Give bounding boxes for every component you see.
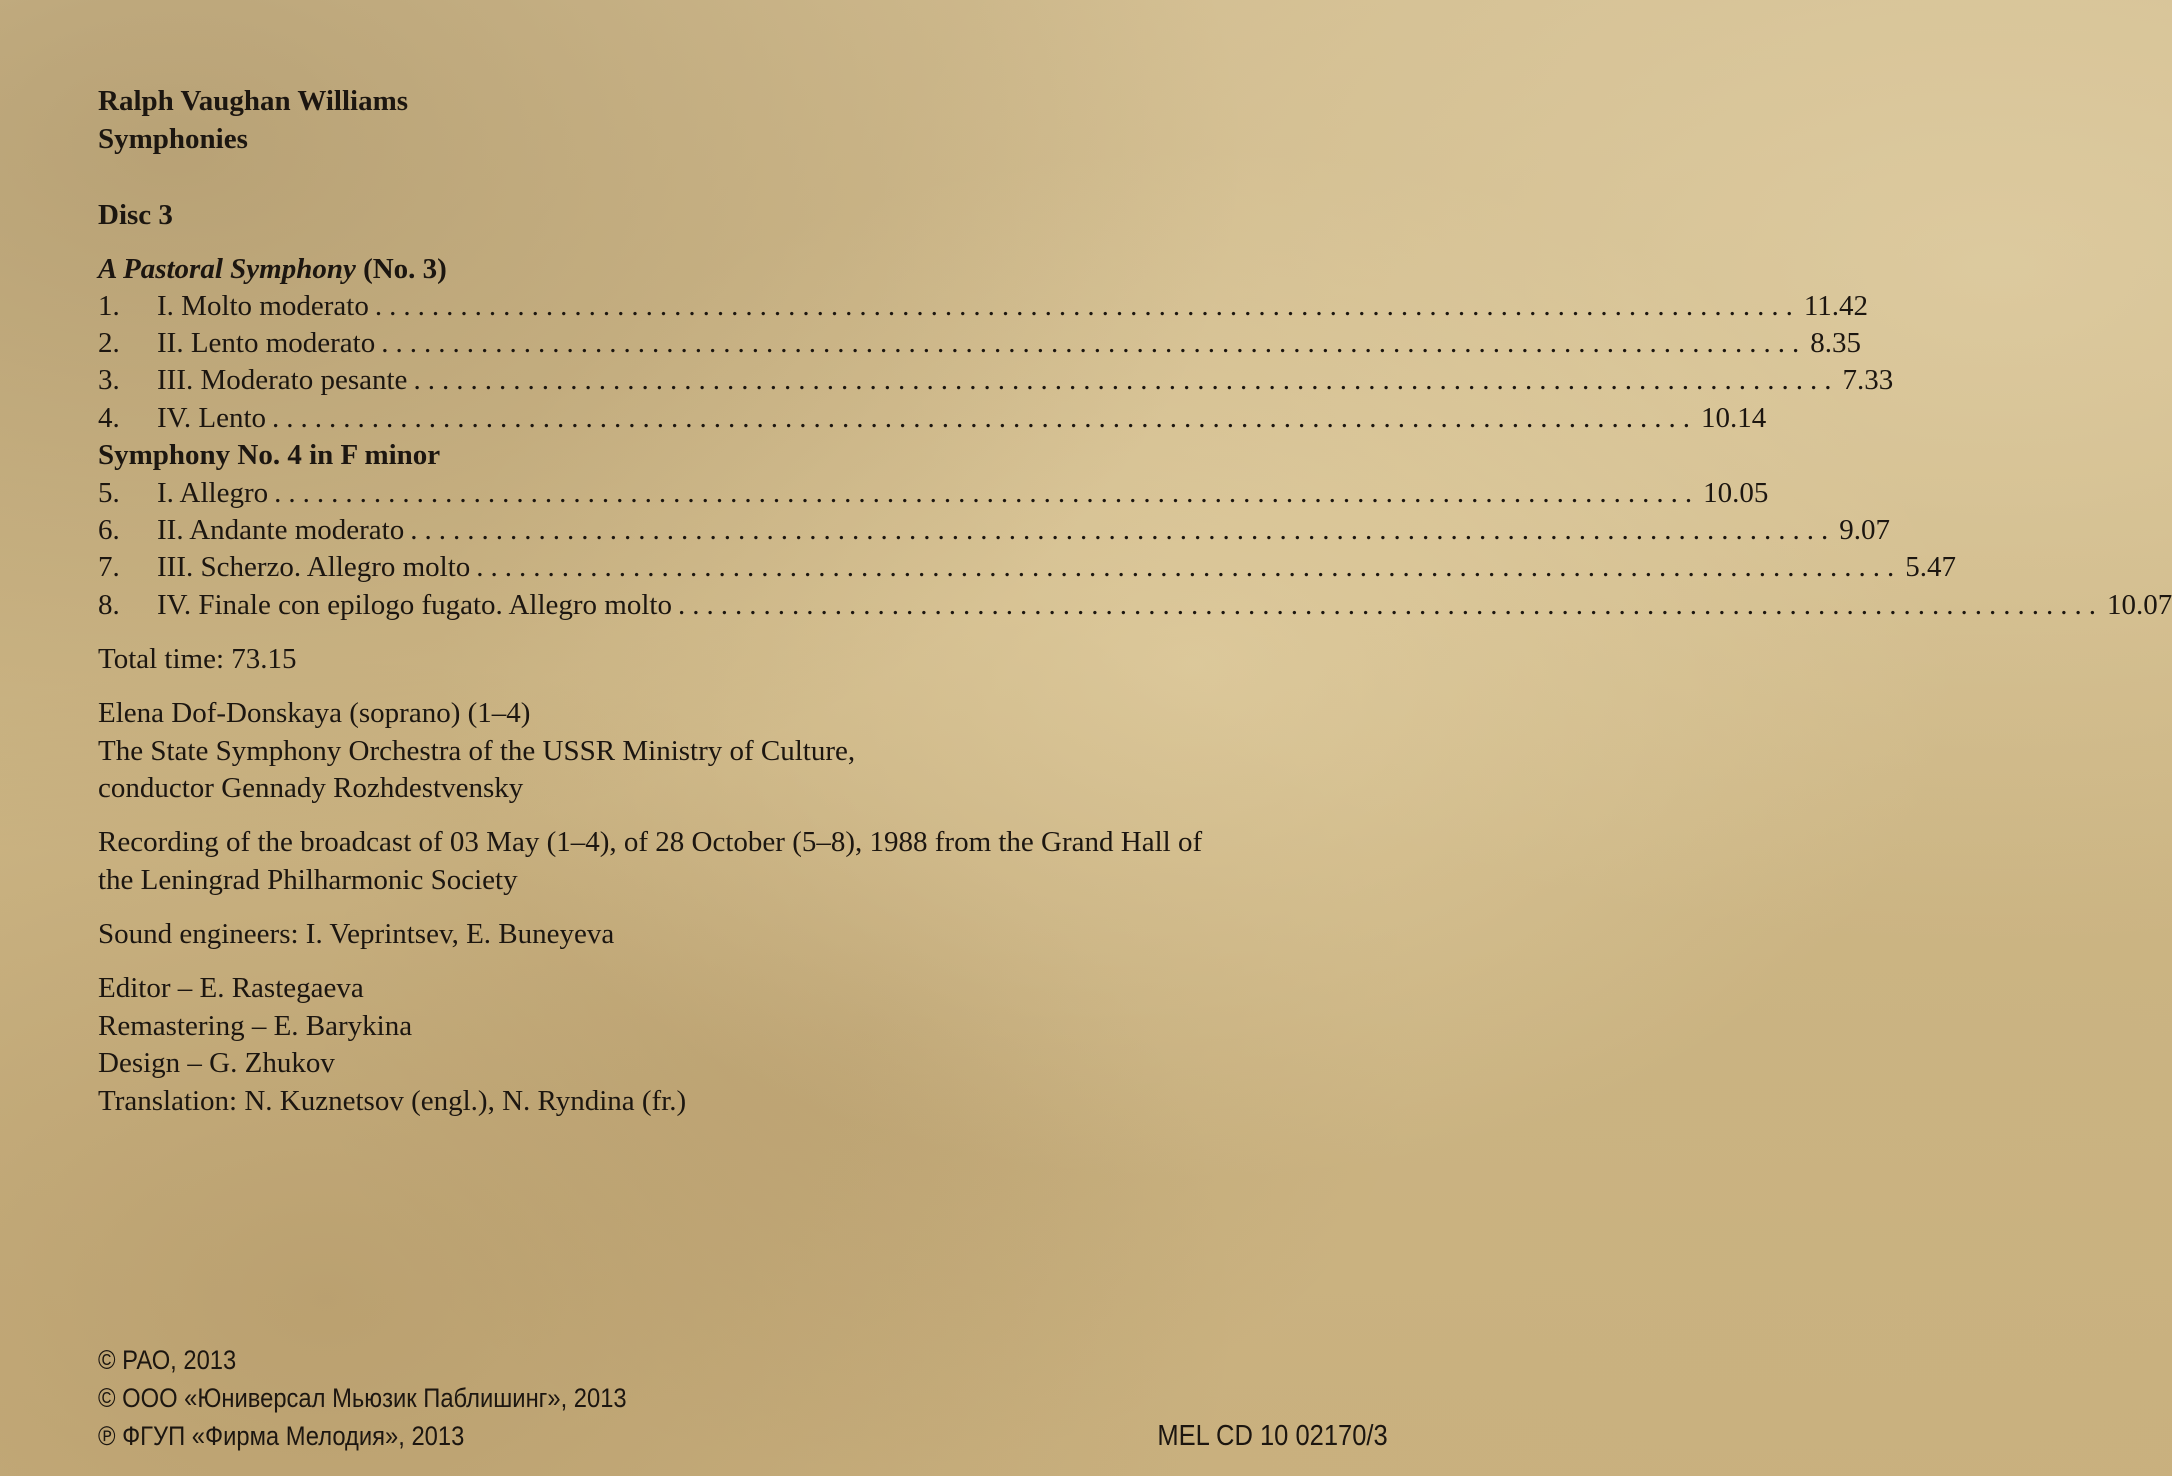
track-duration: 5.47 bbox=[1905, 551, 1957, 583]
track-row bbox=[98, 324, 1861, 362]
performer-orchestra: The State Symphony Orchestra of the USSR Ministry of Culture, bbox=[98, 735, 856, 767]
album-title: Symphonies bbox=[98, 123, 248, 155]
track-name: I. Molto moderato bbox=[157, 290, 369, 322]
dot-leader: .................................................................................................... bbox=[272, 402, 1698, 434]
track-duration: 9.07 bbox=[1839, 514, 1890, 546]
track-name: I. Allegro bbox=[157, 477, 269, 509]
work-title-italic: A Pastoral Symphony bbox=[98, 253, 356, 285]
track-row bbox=[98, 511, 1890, 549]
track-name: II. Andante moderato bbox=[157, 514, 405, 546]
performer-conductor: conductor Gennady Rozhdestvensky bbox=[98, 772, 524, 804]
track-number: 2. bbox=[98, 327, 120, 359]
track-row bbox=[98, 474, 1769, 512]
track-number: 8. bbox=[98, 589, 120, 621]
track-row bbox=[98, 548, 1957, 586]
track-duration: 10.07 bbox=[2106, 589, 2172, 621]
disc-label: Disc 3 bbox=[98, 199, 173, 231]
track-duration: 7.33 bbox=[1842, 364, 1894, 396]
track-duration: 8.35 bbox=[1810, 327, 1861, 359]
copyright-line: ℗ ФГУП «Фирма Мелодия», 2013 bbox=[98, 1421, 465, 1451]
performer-soloist: Elena Dof-Donskaya (soprano) (1–4) bbox=[98, 697, 531, 729]
recording-info-line: the Leningrad Philharmonic Society bbox=[98, 864, 518, 896]
track-duration: 11.42 bbox=[1803, 290, 1869, 322]
track-number: 7. bbox=[98, 551, 120, 583]
track-duration: 10.05 bbox=[1703, 477, 1769, 509]
dot-leader: .................................................................................................... bbox=[476, 551, 1902, 583]
credit-editor: Editor – E. Rastegaeva bbox=[98, 972, 364, 1004]
credit-remastering: Remastering – E. Barykina bbox=[98, 1010, 413, 1042]
copyright-line: © ООО «Юниверсал Мьюзик Паблишинг», 2013 bbox=[98, 1383, 627, 1413]
dot-leader: .................................................................................................... bbox=[410, 514, 1836, 546]
track-number: 6. bbox=[98, 514, 120, 546]
dot-leader: .................................................................................................... bbox=[381, 327, 1807, 359]
track-name: II. Lento moderato bbox=[157, 327, 376, 359]
sound-engineers: Sound engineers: I. Veprintsev, E. Buneyeva bbox=[98, 918, 615, 950]
composer-name: Ralph Vaughan Williams bbox=[98, 85, 409, 117]
credit-translation: Translation: N. Kuznetsov (engl.), N. Ryndina (fr.) bbox=[98, 1085, 687, 1117]
track-row bbox=[98, 361, 1894, 399]
track-number: 1. bbox=[98, 290, 120, 322]
track-name: IV. Lento bbox=[157, 402, 267, 434]
total-time: Total time: 73.15 bbox=[98, 643, 297, 675]
track-number: 3. bbox=[98, 364, 120, 396]
track-row bbox=[98, 287, 1869, 325]
copyright-line: © РАО, 2013 bbox=[98, 1345, 237, 1375]
credit-design: Design – G. Zhukov bbox=[98, 1047, 335, 1079]
track-row bbox=[98, 399, 1767, 437]
dot-leader: .................................................................................................... bbox=[677, 589, 2103, 621]
work-title-pastoral-symphony bbox=[98, 250, 447, 288]
dot-leader: .................................................................................................... bbox=[274, 477, 1700, 509]
track-name: IV. Finale con epilogo fugato. Allegro molto bbox=[157, 589, 672, 621]
track-row bbox=[98, 586, 2172, 624]
track-duration: 10.14 bbox=[1701, 402, 1767, 434]
track-name: III. Moderato pesante bbox=[157, 364, 408, 396]
work-title-symphony-no-4 bbox=[98, 436, 440, 474]
work-title-rest: (No. 3) bbox=[355, 253, 447, 285]
work-title-rest: Symphony No. 4 in F minor bbox=[98, 439, 441, 471]
track-name: III. Scherzo. Allegro molto bbox=[157, 551, 471, 583]
dot-leader: .................................................................................................... bbox=[413, 364, 1839, 396]
catalog-number: MEL CD 10 02170/3 bbox=[1157, 1420, 1388, 1452]
recording-info-line: Recording of the broadcast of 03 May (1–4), of 28 October (5–8), 1988 from the Grand Hall of bbox=[98, 826, 1203, 858]
track-number: 4. bbox=[98, 402, 120, 434]
track-number: 5. bbox=[98, 477, 120, 509]
dot-leader: .................................................................................................... bbox=[374, 290, 1800, 322]
